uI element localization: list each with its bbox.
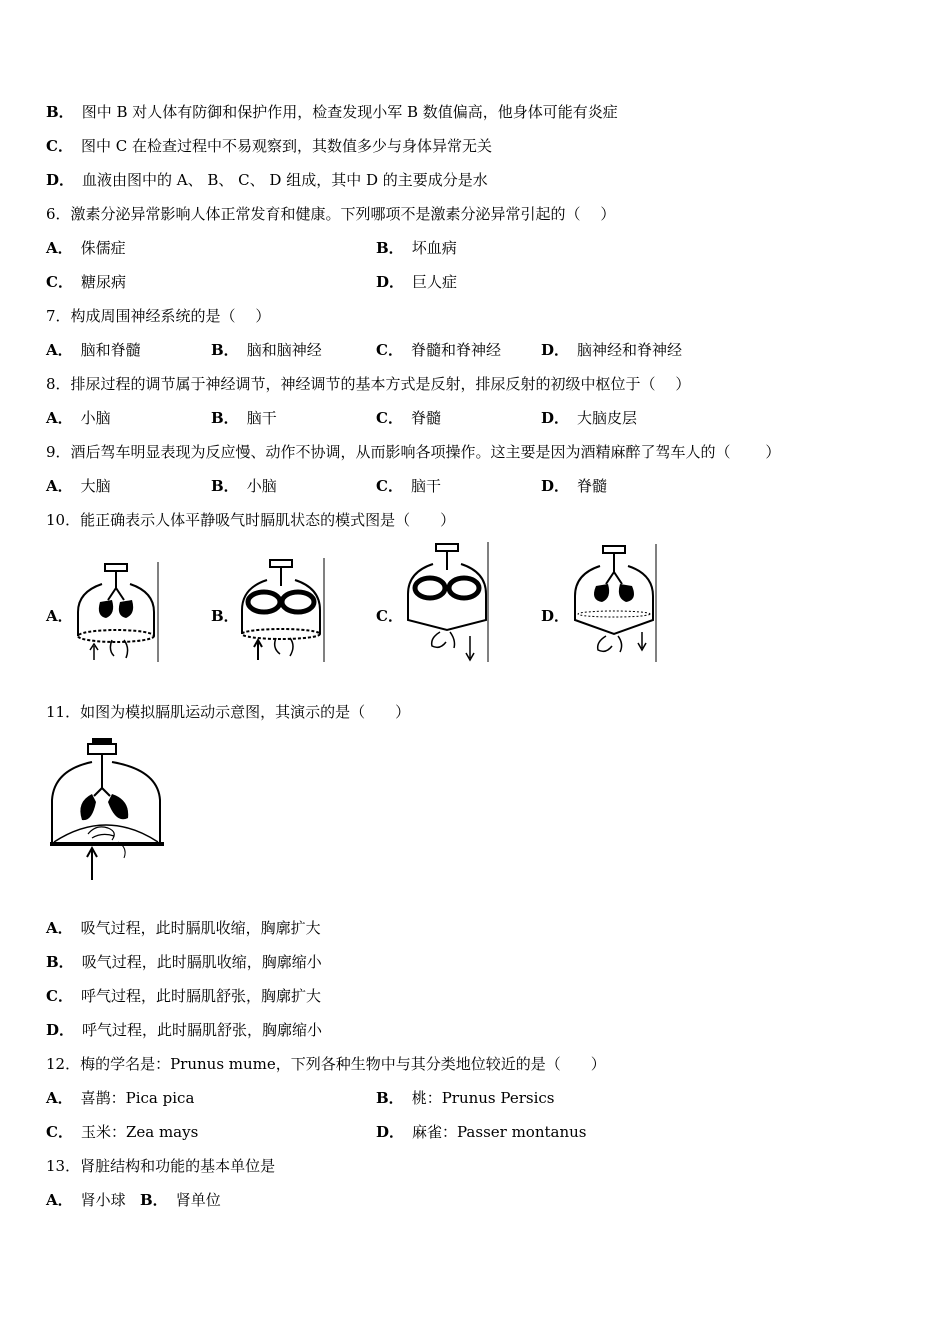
q11-option-c[interactable]: C． 呼气过程，此时膈肌舒张，胸廓扩大 xyxy=(46,987,321,1005)
q12-stem: 12．梅的学名是：Prunus mume，下列各种生物中与其分类地位较近的是（ ） xyxy=(46,1055,606,1073)
q10-figure-b-label[interactable]: B． xyxy=(211,607,239,625)
q9-option-b[interactable]: B． 小脑 xyxy=(211,477,277,495)
q8-option-c[interactable]: C． 脊髓 xyxy=(376,409,441,427)
q6-option-b[interactable]: B． 坏血病 xyxy=(376,239,457,257)
q7-option-a[interactable]: A． 脑和脊髓 xyxy=(46,341,141,359)
q5-option-c[interactable]: C． 图中 C 在检查过程中不易观察到，其数值多少与身体异常无关 xyxy=(46,137,492,155)
q6-option-d[interactable]: D． 巨人症 xyxy=(376,273,458,291)
q10-figure-a-label[interactable]: A． xyxy=(46,607,73,625)
q6-option-c[interactable]: C． 糖尿病 xyxy=(46,273,126,291)
q10-figure-a[interactable] xyxy=(72,560,160,664)
q10-figure-c[interactable] xyxy=(404,540,490,664)
q7-option-d[interactable]: D． 脑神经和脊神经 xyxy=(541,341,683,359)
q11-option-b[interactable]: B． 吸气过程，此时膈肌收缩，胸廓缩小 xyxy=(46,953,322,971)
bell-jar-diagram-b xyxy=(236,556,326,664)
q13-option-b[interactable]: B． 肾单位 xyxy=(140,1191,221,1209)
diaphragm-model-diagram xyxy=(48,736,166,882)
q10-stem: 10．能正确表示人体平静吸气时膈肌状态的模式图是（ ） xyxy=(46,511,456,529)
q9-option-c[interactable]: C． 脑干 xyxy=(376,477,441,495)
q10-figure-d[interactable] xyxy=(570,542,658,664)
q7-option-c[interactable]: C． 脊髓和脊神经 xyxy=(376,341,501,359)
bell-jar-diagram-d xyxy=(570,542,658,664)
q5-option-b[interactable]: B． 图中 B 对人体有防御和保护作用，检查发现小军 B 数值偏高，他身体可能有炎症 xyxy=(46,103,618,121)
q10-figure-c-label[interactable]: C． xyxy=(376,607,403,625)
q11-figure[interactable] xyxy=(48,736,166,882)
q12-option-d[interactable]: D． 麻雀：Passer montanus xyxy=(376,1123,587,1141)
q6-option-a[interactable]: A． 侏儒症 xyxy=(46,239,126,257)
q5-option-d[interactable]: D． 血液由图中的 A、 B、 C、 D 组成，其中 D 的主要成分是水 xyxy=(46,171,488,189)
q10-figure-d-label[interactable]: D． xyxy=(541,607,570,625)
q7-stem: 7．构成周围神经系统的是（ ） xyxy=(46,307,271,325)
q12-option-a[interactable]: A． 喜鹊：Pica pica xyxy=(46,1089,195,1107)
q11-stem: 11．如图为模拟膈肌运动示意图，其演示的是（ ） xyxy=(46,703,411,721)
q9-option-a[interactable]: A． 大脑 xyxy=(46,477,111,495)
q7-option-b[interactable]: B． 脑和脑神经 xyxy=(211,341,322,359)
q8-option-b[interactable]: B． 脑干 xyxy=(211,409,277,427)
q9-option-d[interactable]: D． 脊髓 xyxy=(541,477,608,495)
q10-figure-b[interactable] xyxy=(236,556,326,664)
q9-stem: 9．酒后驾车明显表现为反应慢、动作不协调，从而影响各项操作。这主要是因为酒精麻醉了驾车人的（ ） xyxy=(46,443,781,461)
q11-option-d[interactable]: D． 呼气过程，此时膈肌舒张，胸廓缩小 xyxy=(46,1021,323,1039)
q6-stem: 6．激素分泌异常影响人体正常发育和健康。下列哪项不是激素分泌异常引起的（ ） xyxy=(46,205,616,223)
bell-jar-diagram-c xyxy=(404,540,490,664)
q8-option-a[interactable]: A． 小脑 xyxy=(46,409,111,427)
q11-option-a[interactable]: A． 吸气过程，此时膈肌收缩，胸廓扩大 xyxy=(46,919,321,937)
q13-option-a[interactable]: A． 肾小球 xyxy=(46,1191,126,1209)
q12-option-b[interactable]: B． 桃：Prunus Persics xyxy=(376,1089,555,1107)
q12-option-c[interactable]: C． 玉米：Zea mays xyxy=(46,1123,199,1141)
q8-option-d[interactable]: D． 大脑皮层 xyxy=(541,409,638,427)
bell-jar-diagram-a xyxy=(72,560,160,664)
q13-stem: 13．肾脏结构和功能的基本单位是 xyxy=(46,1157,276,1175)
q8-stem: 8．排尿过程的调节属于神经调节，神经调节的基本方式是反射，排尿反射的初级中枢位于（ ） xyxy=(46,375,691,393)
